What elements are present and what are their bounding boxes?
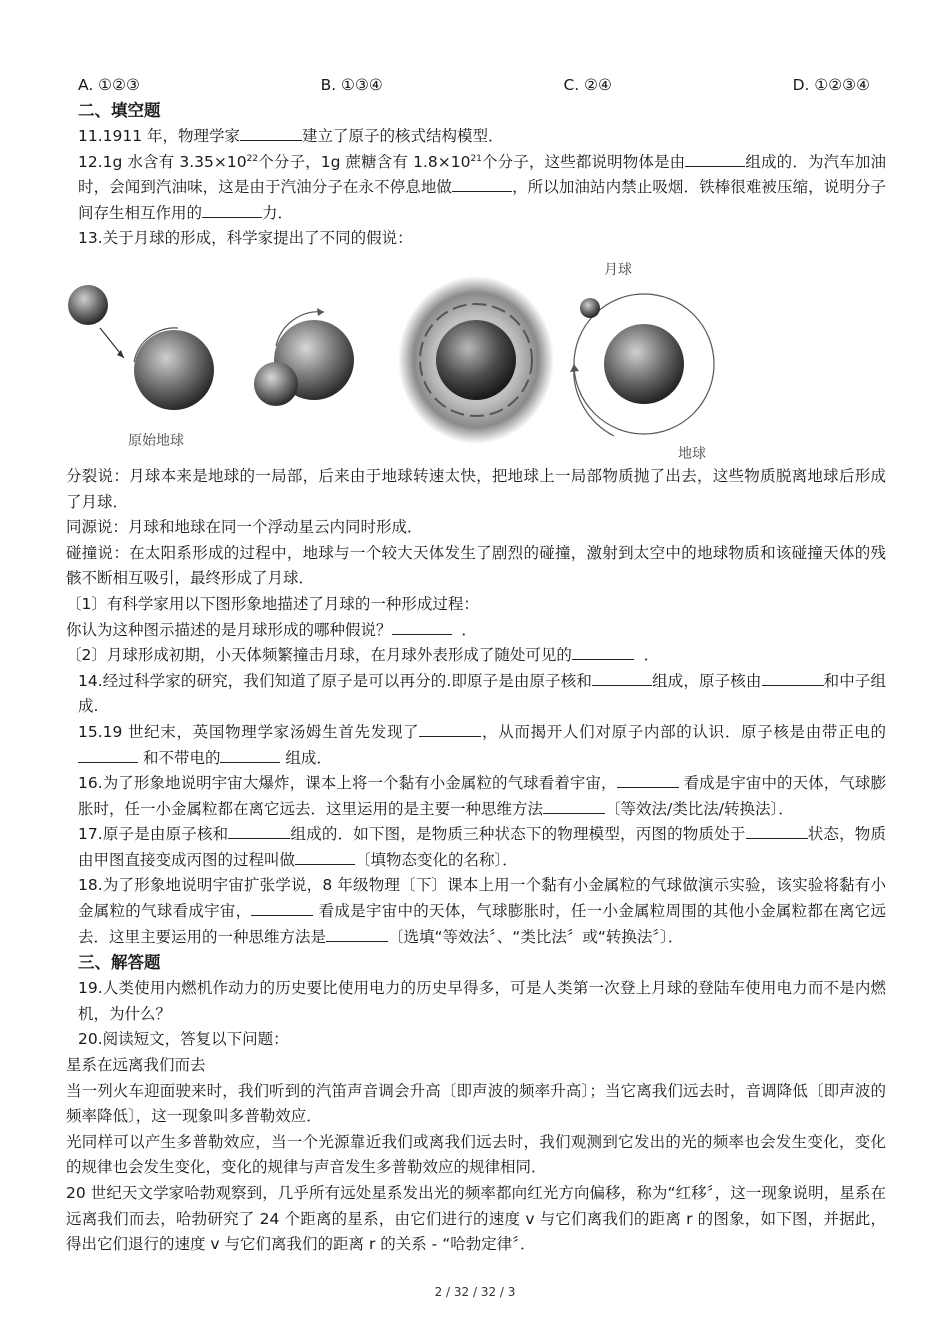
article-paragraph-1: 当一列火车迎面驶来时，我们听到的汽笛声音调会升高〔即声波的频率升高〕；当它离我们远去时，音调降低〔即声波的频率降低〕，这一现象叫多普勒效应． (66, 1081, 886, 1126)
q13-subquestion-1b (66, 618, 886, 644)
q16-text-3: 〔等效法/类比法/转换法〕． (605, 799, 794, 818)
original-earth (134, 330, 214, 410)
answer-blank (617, 774, 679, 788)
section-title-fill-in: 二、填空题 (78, 101, 161, 120)
option-b: B. ①③④ (320, 76, 383, 94)
answer-blank (419, 723, 481, 737)
question-17 (66, 822, 886, 873)
answer-blank (392, 621, 452, 635)
option-d: D. ①②③④ (792, 76, 870, 94)
q12-text-5: ，所以加油站内禁止吸烟．铁棒很难被压缩，说明分子间存生相互作用的 (78, 178, 886, 222)
answer-blank (452, 178, 512, 192)
rotation-arrow-icon (317, 308, 324, 316)
hypothesis-impact: 碰撞说：在太阳系形成的过程中，地球与一个较大天体发生了剧烈的碰撞，激射到太空中的地球物质和该碰撞天体的残骸不断相互吸引，最终形成了月球． (66, 543, 886, 588)
debris-cloud-panel (396, 260, 556, 460)
answer-blank (592, 672, 652, 686)
answer-blank (746, 825, 808, 839)
option-c: C. ②④ (563, 76, 612, 94)
section-title-answer: 三、解答题 (78, 953, 161, 973)
q12-text-1: 12.1g 水含有 3.35×10 (78, 152, 247, 171)
moon-formation-figure (66, 260, 886, 460)
answer-blank (251, 902, 313, 916)
q14-text-3: 和中子组成. (78, 671, 886, 716)
q11-text-b: 建立了原子的核式结构模型． (302, 127, 504, 145)
q12-text-3: 个分子，这些都说明物体是由 (481, 152, 686, 171)
article-title: 星系在远离我们而去 (66, 1056, 206, 1075)
q18-text-1: 18.为了形象地说明宇宙扩张学说，8 年级物理〔下〕课本上用一个黏有小金属粒的气球做演示实验，该实验将黏有小金属粒的气球看成宇宙， (78, 876, 886, 921)
question-16 (66, 771, 886, 822)
q11-text-a: 11.1911 年，物理学家 (78, 127, 241, 145)
question-20-intro: 20.阅读短文，答复以下问题： (78, 1030, 289, 1049)
answer-blank (228, 825, 290, 839)
answer-blank (685, 153, 745, 167)
orbit-arrow-icon (570, 364, 579, 372)
q18-text-3: 〔选填“等效法〞、“类比法〞或“转换法〞〕． (388, 927, 684, 946)
moon-orbit-panel (556, 260, 726, 460)
q12-text-6: 力． (262, 203, 294, 222)
q13-sub1-text: 你认为这种图示描述的是月球形成的哪种假说？ (66, 620, 392, 639)
collision-panel (246, 260, 376, 460)
q12-exponent-1: 22 (246, 153, 259, 164)
q12-exponent-2: 21 (470, 153, 482, 164)
label-moon: 月球 (604, 261, 632, 278)
label-original-earth: 原始地球 (128, 432, 184, 449)
q13-sub2-end: ． (643, 646, 660, 665)
question-12 (66, 150, 886, 227)
earth-body (604, 324, 684, 404)
answer-blank (543, 800, 605, 814)
answer-blank (220, 749, 280, 763)
q17-text-2: 组成的．如下图，是物质三种状态下的物理模型，丙图的物质处于 (290, 825, 746, 844)
multiple-choice-options (66, 72, 886, 98)
answer-blank (240, 127, 302, 141)
moon-body (580, 298, 600, 318)
article-paragraph-2: 光同样可以产生多普勒效应，当一个光源靠近我们或离我们远去时，我们观测到它发出的光的频率也会发生变化，变化的规律也会发生变化，变化的规律与声音发生多普勒效应的规律相同． (66, 1132, 886, 1177)
question-18 (66, 873, 886, 950)
q15-text-1: 15.19 世纪末，英国物理学家汤姆生首先发现了 (78, 722, 420, 741)
document-page (66, 72, 886, 1258)
question-11 (66, 124, 886, 150)
hypothesis-fission: 分裂说：月球本来是地球的一局部，后来由于地球转速太快，把地球上一局部物质抛了出去，这些物质脱离地球后形成了月球． (66, 466, 886, 511)
q17-text-4: 〔填物态变化的名称〕． (355, 850, 518, 869)
q17-text-3: 状态，物质由甲图直接变成丙图的过程叫做 (78, 825, 886, 869)
page-footer: 2 / 32 / 32 / 3 (434, 1285, 516, 1299)
label-earth: 地球 (678, 445, 706, 460)
impactor-collision (254, 362, 298, 406)
q14-text-2: 组成，原子核由 (652, 671, 762, 690)
earth-in-cloud (436, 320, 516, 400)
q16-text-1: 16.为了形象地说明宇宙大爆炸，课本上将一个黏有小金属粒的气球看着宇宙， (78, 774, 617, 793)
answer-blank (295, 851, 355, 865)
answer-blank (572, 646, 634, 660)
q16-text-2: 看成是宇宙中的天体，气球膨胀时，任一小金属粒都在离它远去．这里运用的是主要一种思维方法 (78, 774, 886, 818)
q14-text-1: 14.经过科学家的研究，我们知道了原子是可以再分的.即原子是由原子核和 (78, 671, 593, 690)
option-a: A. ①②③ (78, 76, 140, 94)
impact-approach-panel (66, 260, 216, 460)
q15-text-2: ，从而揭开人们对原子内部的认识．原子核是由带正电的 (481, 722, 886, 741)
answer-blank (762, 672, 824, 686)
q13-sub2-text: 〔2〕月球形成初期，小天体频繁撞击月球，在月球外表形成了随处可见的 (66, 646, 572, 665)
q12-text-4: 组成的．为汽车加油时，会闻到汽油味，这是由于汽油分子在永不停息地做 (78, 152, 886, 197)
question-15 (66, 720, 886, 771)
q15-text-4: 组成． (285, 748, 332, 767)
q15-text-3: 和不带电的 (142, 748, 221, 767)
q13-subquestion-2 (66, 643, 886, 669)
hypothesis-coformation: 同源说：月球和地球在同一个浮动星云内同时形成． (66, 518, 423, 537)
q18-text-2: 看成是宇宙中的天体，气球膨胀时，任一小金属粒周围的其他小金属粒都在离它远去．这里主要运用的一种思维方法是 (78, 902, 886, 946)
answer-blank (326, 928, 388, 942)
q12-text-2: 个分子，1g 蔗糖含有 1.8×10 (258, 152, 471, 171)
q17-text-1: 17.原子是由原子核和 (78, 825, 229, 844)
answer-blank (78, 749, 138, 763)
question-14 (66, 669, 886, 720)
article-paragraph-3: 20 世纪天文学家哈勃观察到，几乎所有远处星系发出光的频率都向红光方向偏移，称为“红移〞，这一现象说明，星系在远离我们而去，哈勃研究了 24 个距离的星系，由它们进行的速度 v 与它们离我们的距离 r 的图象，如下图，并据此，得出它们退行的速度 v 与它们离我们的距离 r 的关系 - “哈勃定律〞． (66, 1184, 886, 1254)
question-19: 19.人类使用内燃机作动力的历史要比使用电力的历史早得多，可是人类第一次登上月球的登陆车使用电力而不是内燃机，为什么？ (78, 979, 886, 1023)
impactor-body (68, 285, 108, 325)
q13-sub1-end: ． (461, 620, 477, 639)
answer-blank (202, 204, 262, 218)
q13-subquestion-1a: 〔1〕有科学家用以下图形象地描述了月球的一种形成过程： (66, 594, 479, 613)
question-13-intro: 13.关于月球的形成，科学家提出了不同的假说： (78, 229, 413, 248)
